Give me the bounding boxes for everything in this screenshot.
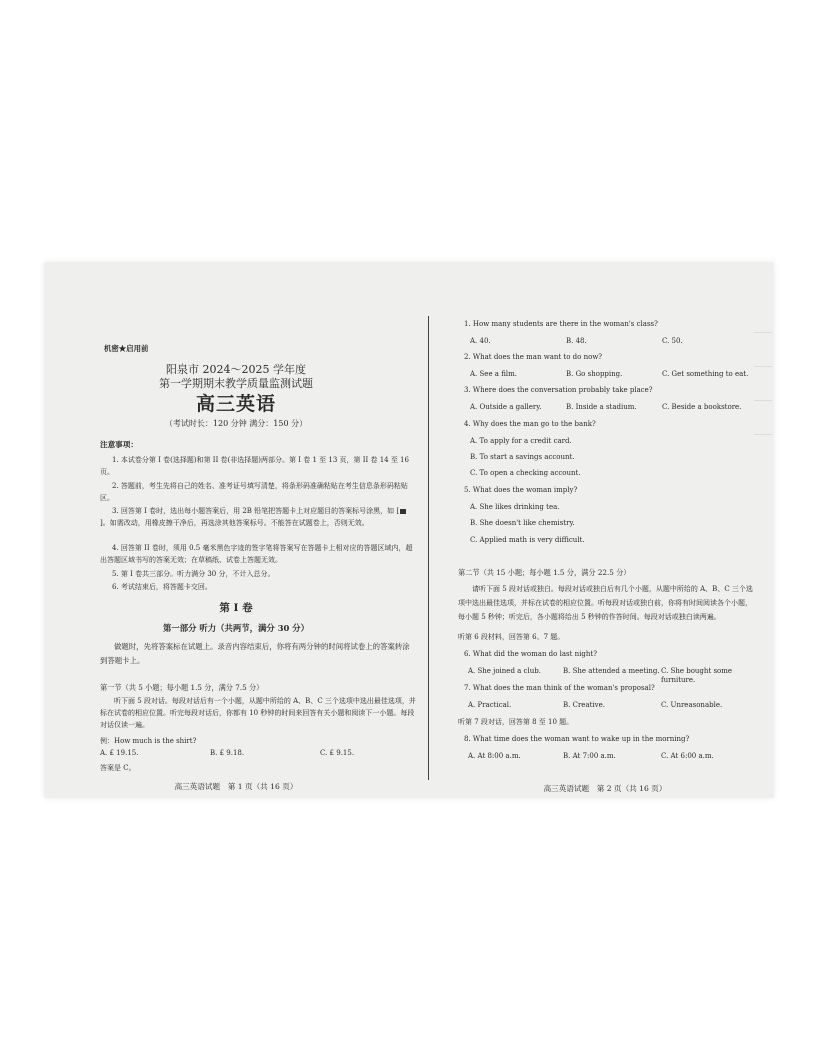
q6-option-c: C. She bought some furniture. bbox=[661, 667, 733, 685]
q8-option-a: A. At 8:00 a.m. bbox=[468, 752, 521, 760]
example-option-b: B. £ 9.18. bbox=[210, 749, 245, 757]
section2-text: 请听下面 5 段对话或独白。每段对话或独白后有几个小题，从题中所给的 A、B、C 三个选项中选出最佳选项，并标在试卷的相应位置。听每段对话或独白前，你将有时间阅读各个小题，每小题 5 秒钟；听完后，各小题将给出 5 秒钟的作答时间。每段对话或独白读两遍。 bbox=[458, 585, 753, 621]
intro-text: 做题时，先将答案标在试题上。录音内容结束后，你将有两分钟的时间将试卷上的答案转涂到答题卡上。 bbox=[100, 642, 410, 665]
bleed-through-mark bbox=[754, 434, 772, 435]
bleed-through-mark bbox=[754, 400, 772, 401]
notice-1: 1. 本试卷分第 I 卷(选择题)和第 II 卷(非选择题)两部分。第 I 卷 1 至 13 页，第 II 卷 14 至 16 页。 bbox=[100, 456, 409, 476]
notice-6: 6. 考试结束后，将答题卡交回。 bbox=[112, 583, 212, 591]
page-right bbox=[436, 262, 774, 798]
q1-option-c: C. 50. bbox=[662, 337, 683, 345]
bleed-through-mark bbox=[754, 332, 772, 333]
q3-text: 3. Where does the conversation probably take place? bbox=[464, 386, 653, 394]
example-option-c: C. £ 9.15. bbox=[320, 749, 355, 757]
q7-options bbox=[468, 701, 767, 710]
q1-option-a: A. 40. bbox=[470, 337, 491, 345]
q3-option-a: A. Outside a gallery. bbox=[470, 403, 542, 411]
example-option-a: A. £ 19.15. bbox=[100, 749, 139, 757]
q4-option-a: A. To apply for a credit card. bbox=[470, 437, 572, 445]
page-left bbox=[44, 262, 428, 798]
q8-options bbox=[468, 752, 767, 761]
bleed-through-mark bbox=[754, 366, 772, 367]
q5-option-b: B. She doesn't like chemistry. bbox=[470, 519, 575, 527]
exam-sheet bbox=[44, 262, 774, 798]
q4-option-b: B. To start a savings account. bbox=[470, 453, 575, 461]
page-divider bbox=[428, 316, 429, 780]
section1-text: 听下面 5 段对话。每段对话后有一个小题，从题中所给的 A、B、C 三个选项中选出最佳选项，并标在试卷的相应位置。听完每段对话后，你都有 10 秒钟的时间来回答有关小题和阅读下一小题。每段对话仅读一遍。 bbox=[100, 697, 416, 729]
q4-text: 4. Why does the man go to the bank? bbox=[464, 420, 596, 428]
q6-option-a: A. She joined a club. bbox=[468, 667, 541, 675]
notice-5: 5. 第 I 卷共三部分。听力满分 30 分，不计入总分。 bbox=[112, 570, 275, 578]
q3-option-c: C. Beside a bookstore. bbox=[662, 403, 742, 411]
q1-text: 1. How many students are there in the woman's class? bbox=[464, 320, 658, 328]
footer-right: 高三英语试题 第 2 页（共 16 页） bbox=[543, 784, 667, 793]
q5-option-c: C. Applied math is very difficult. bbox=[470, 536, 585, 544]
q8-text: 8. What time does the woman want to wake up in the morning? bbox=[464, 735, 690, 743]
q2-options bbox=[470, 370, 762, 379]
q7-option-a: A. Practical. bbox=[468, 701, 512, 709]
subject-title: 高三英语 bbox=[195, 393, 276, 415]
q1-option-b: B. 48. bbox=[566, 337, 587, 345]
part1-heading: 第一部分 听力（共两节，满分 30 分） bbox=[162, 623, 310, 633]
q8-option-c: C. At 6:00 a.m. bbox=[661, 752, 714, 760]
q3-options bbox=[470, 403, 762, 412]
title-year: 阳泉市 2024～2025 学年度 bbox=[166, 363, 306, 376]
notice-2: 2. 答题前，考生先将自己的姓名、准考证号填写清楚，将条形码准确粘贴在考生信息条形码粘贴区。 bbox=[100, 482, 408, 502]
example-answer: 答案是 C。 bbox=[100, 764, 136, 772]
exam-info: （考试时长：120 分钟 满分：150 分） bbox=[164, 419, 308, 428]
q2-option-c: C. Get something to eat. bbox=[662, 370, 749, 378]
example-options bbox=[100, 749, 416, 758]
q1-options bbox=[470, 337, 762, 346]
notice-3: 3. 回答第 I 卷时，选出每小题答案后，用 2B 铅笔把答题卡上对应题目的答案标号涂黑，如 []。如需改动，用橡皮擦干净后，再选涂其他答案标号。不能答在试题卷上，否则无效。 bbox=[100, 505, 416, 529]
notice-heading: 注意事项： bbox=[100, 440, 138, 449]
q7-text: 7. What does the man think of the woman's proposal? bbox=[464, 684, 655, 692]
q2-text: 2. What does the man want to do now? bbox=[464, 353, 603, 361]
title-exam: 第一学期期末教学质量监测试题 bbox=[159, 377, 313, 390]
footer-left: 高三英语试题 第 1 页（共 16 页） bbox=[174, 782, 298, 791]
q6-text: 6. What did the woman do last night? bbox=[464, 650, 597, 658]
secret-label: 机密★启用前 bbox=[104, 344, 149, 353]
q5-text: 5. What does the woman imply? bbox=[464, 486, 578, 494]
q2-option-a: A. See a film. bbox=[470, 370, 517, 378]
q3-option-b: B. Inside a stadium. bbox=[566, 403, 637, 411]
material6-label: 听第 6 段材料，回答第 6、7 题。 bbox=[458, 633, 565, 641]
q4-option-c: C. To open a checking account. bbox=[470, 469, 581, 477]
filled-mark-icon bbox=[400, 509, 406, 514]
section2-heading: 第二节（共 15 小题；每小题 1.5 分，满分 22.5 分） bbox=[458, 568, 631, 577]
q7-option-c: C. Unreasonable. bbox=[661, 701, 723, 709]
section1-heading: 第一节（共 5 小题；每小题 1.5 分，满分 7.5 分） bbox=[100, 683, 264, 692]
volume-heading: 第 I 卷 bbox=[219, 602, 253, 614]
notice-4: 4. 回答第 II 卷时，须用 0.5 毫米黑色字迹的签字笔将答案写在答题卡上相对应的答题区域内，超出答题区域书写的答案无效；在草稿纸、试卷上答题无效。 bbox=[100, 544, 413, 564]
example-question: 例：How much is the shirt? bbox=[100, 737, 197, 745]
material7-label: 听第 7 段对话，回答第 8 至 10 题。 bbox=[458, 718, 574, 726]
q6-options bbox=[468, 667, 767, 685]
q2-option-b: B. Go shopping. bbox=[566, 370, 623, 378]
q6-option-b: B. She attended a meeting. bbox=[563, 667, 660, 675]
q5-option-a: A. She likes drinking tea. bbox=[470, 503, 560, 511]
q7-option-b: B. Creative. bbox=[563, 701, 605, 709]
q8-option-b: B. At 7:00 a.m. bbox=[563, 752, 616, 760]
